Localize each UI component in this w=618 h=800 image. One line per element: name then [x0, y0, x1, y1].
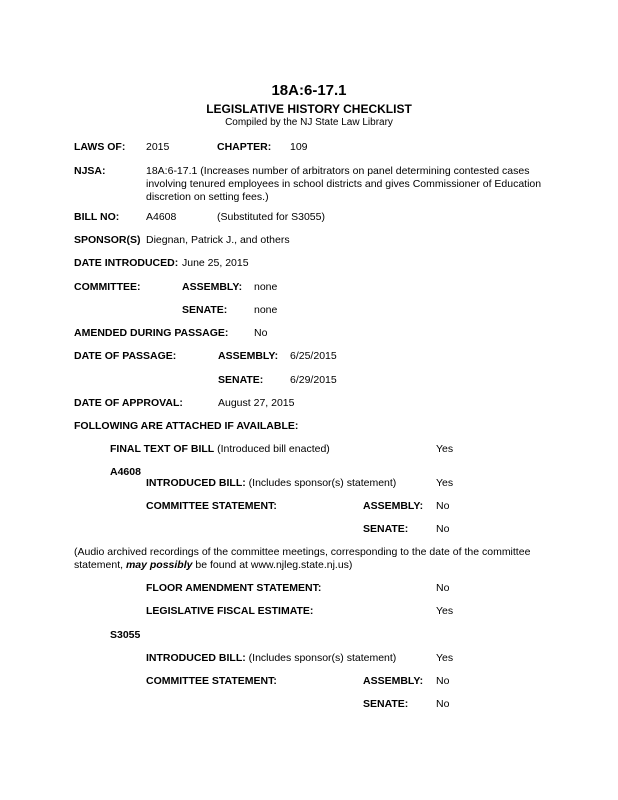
s3055-heading: S3055 — [110, 629, 141, 641]
a4608-introduced-label: INTRODUCED BILL: — [146, 477, 246, 489]
s3055-assembly-label: ASSEMBLY: — [363, 675, 424, 687]
njsa-label: NJSA: — [74, 165, 106, 177]
date-introduced-value: June 25, 2015 — [182, 257, 249, 269]
fiscal-estimate-label: LEGISLATIVE FISCAL ESTIMATE: — [146, 605, 314, 617]
final-text-row — [110, 443, 330, 456]
s3055-introduced-label: INTRODUCED BILL: — [146, 652, 246, 664]
a4608-introduced-value: Yes — [436, 477, 454, 489]
chapter-label: CHAPTER: — [217, 141, 272, 153]
bill-no-note: (Substituted for S3055) — [217, 211, 325, 223]
passage-senate-value: 6/29/2015 — [290, 374, 337, 386]
a4608-heading: A4608 — [110, 466, 141, 478]
compiled-by: Compiled by the NJ State Law Library — [225, 117, 393, 128]
date-of-approval-value: August 27, 2015 — [218, 397, 295, 409]
s3055-senate-value: No — [436, 698, 450, 710]
audio-note-part2: be found at www.njleg.state.nj.us) — [192, 559, 353, 571]
committee-assembly-label: ASSEMBLY: — [182, 281, 243, 293]
committee-senate-label: SENATE: — [182, 304, 228, 316]
bill-no-value: A4608 — [146, 211, 177, 223]
s3055-committee-label: COMMITTEE STATEMENT: — [146, 675, 277, 687]
bill-no-label: BILL NO: — [74, 211, 120, 223]
audio-note-part1: (Audio archived recordings of the committee meetings, corresponding to the date of the committee statement, — [74, 546, 531, 571]
chapter-value: 109 — [290, 141, 308, 153]
date-introduced-label: DATE INTRODUCED: — [74, 257, 179, 269]
a4608-committee-label: COMMITTEE STATEMENT: — [146, 500, 277, 512]
sponsor-label: SPONSOR(S) — [74, 234, 141, 246]
sponsor-value: Diegnan, Patrick J., and others — [146, 234, 290, 246]
s3055-assembly-value: No — [436, 675, 450, 687]
floor-amendment-value: No — [436, 582, 450, 594]
document-citation: 18A:6-17.1 — [271, 82, 347, 99]
a4608-introduced-note: (Includes sponsor(s) statement) — [245, 477, 397, 489]
document-title: LEGISLATIVE HISTORY CHECKLIST — [206, 102, 412, 116]
committee-senate-value: none — [254, 304, 278, 316]
a4608-assembly-value: No — [436, 500, 450, 512]
a4608-assembly-label: ASSEMBLY: — [363, 500, 424, 512]
a4608-senate-value: No — [436, 523, 450, 535]
final-text-value: Yes — [436, 443, 454, 455]
final-text-note: (Introduced bill enacted) — [214, 443, 330, 455]
laws-of-year: 2015 — [146, 141, 170, 153]
date-of-approval-label: DATE OF APPROVAL: — [74, 397, 183, 409]
committee-assembly-value: none — [254, 281, 278, 293]
audio-note — [74, 546, 534, 572]
committee-label: COMMITTEE: — [74, 281, 141, 293]
final-text-label: FINAL TEXT OF BILL — [110, 443, 215, 455]
amended-value: No — [254, 327, 268, 339]
passage-assembly-label: ASSEMBLY: — [218, 350, 279, 362]
date-of-passage-label: DATE OF PASSAGE: — [74, 350, 177, 362]
s3055-introduced-row — [146, 652, 396, 665]
passage-assembly-value: 6/25/2015 — [290, 350, 337, 362]
a4608-introduced-row — [146, 477, 396, 490]
audio-note-emphasis: may possibly — [125, 559, 193, 571]
a4608-senate-label: SENATE: — [363, 523, 409, 535]
s3055-introduced-value: Yes — [436, 652, 454, 664]
amended-label: AMENDED DURING PASSAGE: — [74, 327, 229, 339]
fiscal-estimate-value: Yes — [436, 605, 454, 617]
laws-of-label: LAWS OF: — [74, 141, 126, 153]
following-attached-heading: FOLLOWING ARE ATTACHED IF AVAILABLE: — [74, 420, 299, 432]
passage-senate-label: SENATE: — [218, 374, 264, 386]
s3055-introduced-note: (Includes sponsor(s) statement) — [245, 652, 397, 664]
s3055-senate-label: SENATE: — [363, 698, 409, 710]
njsa-text: 18A:6-17.1 (Increases number of arbitrators on panel determining contested cases involving tenured employees in school districts and gives Commissioner of Education discretion on setting fees.) — [146, 165, 542, 203]
floor-amendment-label: FLOOR AMENDMENT STATEMENT: — [146, 582, 322, 594]
